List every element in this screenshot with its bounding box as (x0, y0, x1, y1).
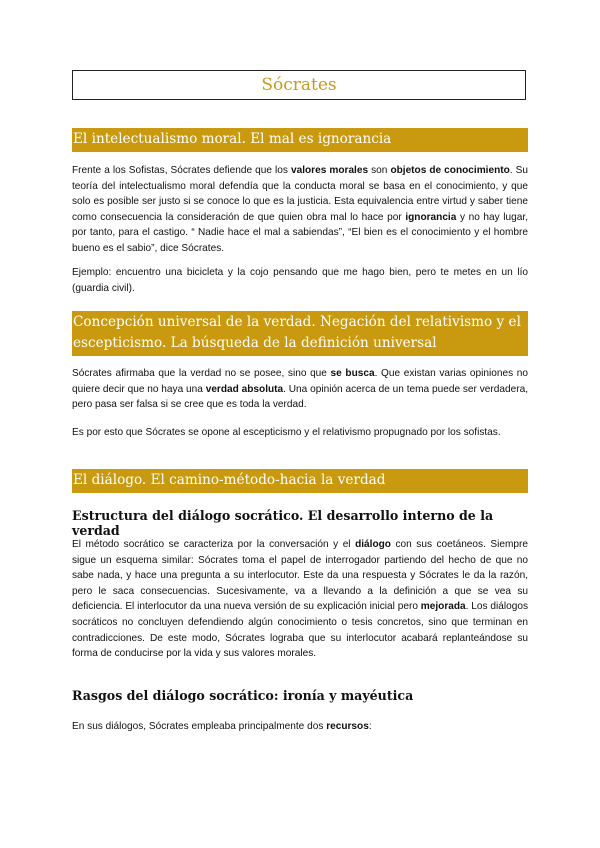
paragraph-verdad: Sócrates afirmaba que la verdad no se posee, sino que se busca. Que existan varias opiniones no quiere decir que no haya una verdad absoluta. Una opinión acerca de un tema puede ser verdadera, pero pasa ser falsa si se cree que es toda la verdad. (72, 368, 528, 411)
paragraph-intelectualismo: Frente a los Sofistas, Sócrates defiende que los valores morales son objetos de conocimiento. Su teoría del intelectualismo moral defendía que la conducta moral se basa en el conocimiento, y que solo es posible ser justo si se conoce lo que es la justicia. Esta equivalencia entre virtud y saber tiene como consecuencia la consideración de que quien obra mal lo hace por ignorancia y no hay lugar, por tanto, para el castigo. “ Nadie hace el mal a sabiendas”, “El bien es el conocimiento y el hombre bueno es el sabio”, dice Sócrates. (72, 165, 528, 254)
section-heading-intelectualismo: El intelectualismo moral. El mal es ignorancia (72, 128, 528, 152)
section-heading-verdad: Concepción universal de la verdad. Negación del relativismo y el escepticismo. La búsqueda de la definición universal (72, 311, 528, 356)
page-title: Sócrates (72, 70, 526, 100)
subheading-estructura: Estructura del diálogo socrático. El desarrollo interno de la verdad (72, 508, 494, 538)
paragraph-metodo-socratico: El método socrático se caracteriza por la conversación y el diálogo con sus coetáneos. Siempre sigue un esquema similar: Sócrates toma el papel de interrogador partiendo del hecho de que no sabe nada, y hace una pregunta a su interlocutor. Este da una respuesta y Sócrates le da la razón, pero le saca consecuencias. Sucesivamente, va a llevando a la definición a que se vea su deficiencia. El interlocutor da una nueva versión de su explicación inicial pero mejorada. Los diálogos socráticos no concluyen defendiendo algún conocimiento o tesis concretos, sino que terminan en contradicciones. De este modo, Sócrates lograba que su interlocutor acabará replanteándose su forma de conducirse por la vida y sus valores morales. (72, 539, 528, 660)
section-heading-dialogo: El diálogo. El camino-método-hacia la verdad (72, 469, 528, 493)
paragraph-escepticismo: Es por esto que Sócrates se opone al escepticismo y el relativismo propugnado por los sofistas. (72, 427, 501, 438)
paragraph-recursos: En sus diálogos, Sócrates empleaba principalmente dos recursos: (72, 721, 372, 732)
paragraph-ejemplo: Ejemplo: encuentro una bicicleta y la cojo pensando que me hago bien, pero te metes en un lío (guardia civil). (72, 267, 528, 294)
subheading-rasgos: Rasgos del diálogo socrático: ironía y mayéutica (72, 688, 414, 703)
